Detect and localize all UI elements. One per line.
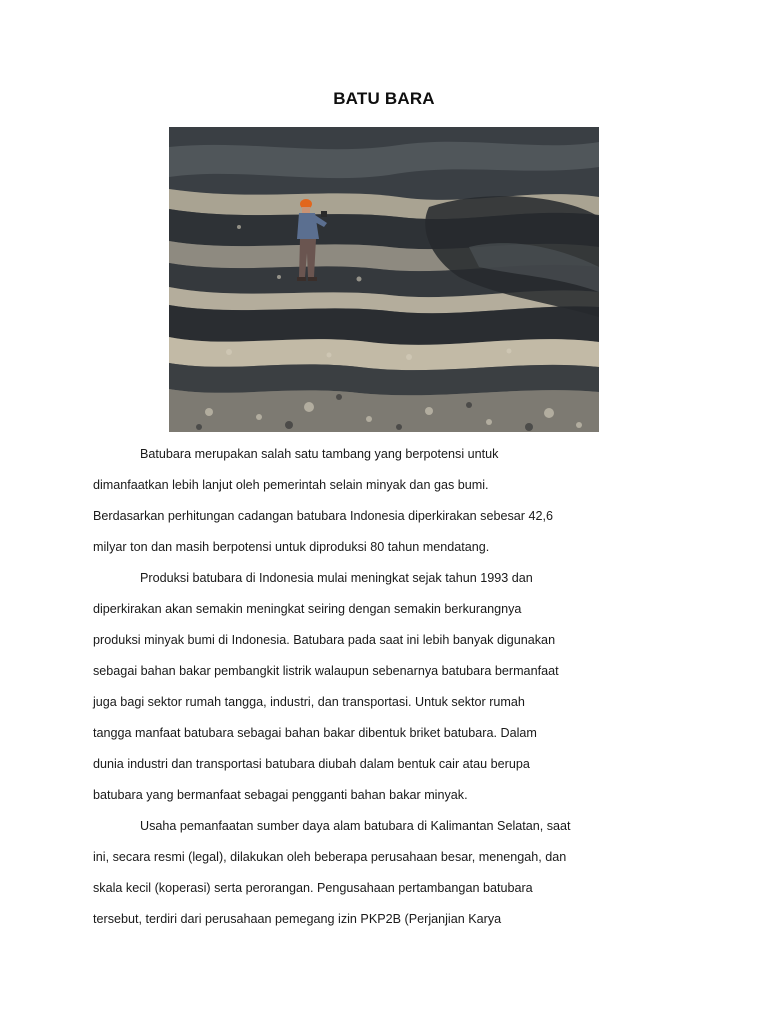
body-text [93,444,593,940]
text-line: dunia industri dan transportasi batubara diubah dalam bentuk cair atau berupa [93,757,530,771]
text-line: Produksi batubara di Indonesia mulai meningkat sejak tahun 1993 dan [140,571,533,585]
text-line: Usaha pemanfaatan sumber daya alam batubara di Kalimantan Selatan, saat [140,819,571,833]
page-title: BATU BARA [333,89,435,108]
text-line: dimanfaatkan lebih lanjut oleh pemerintah selain minyak dan gas bumi. [93,478,489,492]
paragraph-1 [93,444,593,568]
text-line: produksi minyak bumi di Indonesia. Batubara pada saat ini lebih banyak digunakan [93,633,556,647]
text-line: skala kecil (koperasi) serta perorangan. Pengusahaan pertambangan batubara [93,881,533,895]
text-line: tersebut, terdiri dari perusahaan pemegang izin PKP2B (Perjanjian Karya [93,912,502,926]
text-line: Berdasarkan perhitungan cadangan batubara Indonesia diperkirakan sebesar 42,6 [93,509,553,523]
text-line: Batubara merupakan salah satu tambang yang berpotensi untuk [140,447,499,461]
text-line: sebagai bahan bakar pembangkit listrik walaupun sebenarnya batubara bermanfaat [93,664,559,678]
text-line: tangga manfaat batubara sebagai bahan bakar dibentuk briket batubara. Dalam [93,726,537,740]
text-line: milyar ton dan masih berpotensi untuk diproduksi 80 tahun mendatang. [93,540,490,554]
paragraph-2 [93,568,593,816]
coal-mine-photo [169,127,599,432]
paragraph-3 [93,816,593,940]
text-line: ini, secara resmi (legal), dilakukan oleh beberapa perusahaan besar, menengah, dan [93,850,567,864]
text-line: batubara yang bermanfaat sebagai pengganti bahan bakar minyak. [93,788,468,802]
text-line: diperkirakan akan semakin meningkat seiring dengan semakin berkurangnya [93,602,522,616]
text-line: juga bagi sektor rumah tangga, industri, dan transportasi. Untuk sektor rumah [93,695,525,709]
